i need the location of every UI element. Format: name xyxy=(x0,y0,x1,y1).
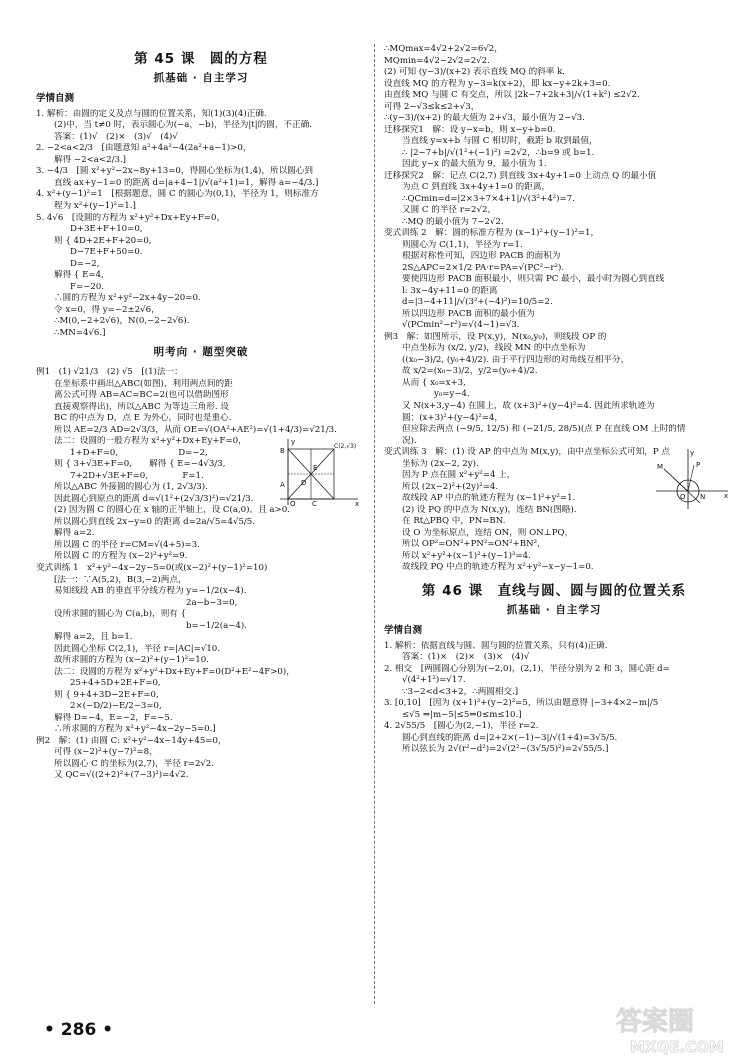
text-line: y₀=y−4. xyxy=(434,389,470,400)
text-line: 解得 a=2. xyxy=(54,528,95,539)
text-line: 2. 相交 [两圆圆心分别为(−2,0)，(2,1)，半径分别为 2 和 3，圆心距 d= xyxy=(384,663,670,674)
text-line: 故 x/2=(x₀−3)/2，y/2=(y₀+4)/2. xyxy=(402,366,538,377)
text-line: 当直线 y=x+b 与圆 C 相切时，截距 b 取到最值， xyxy=(402,136,598,147)
text-line: 所以△ABC 外接圆的圆心为 (1, 2√3/3). xyxy=(54,482,208,493)
text-line: [法一：∵A(5,2)，B(3,−2)两点， xyxy=(54,574,187,585)
watermark-logo xyxy=(612,1002,742,1058)
text-line: 所以 (2x−2)²+(2y)²=4. xyxy=(402,481,499,492)
label-d: D xyxy=(301,479,307,487)
text-line: D−7E+F+50=0. xyxy=(70,247,143,258)
text-line: ∴M(0,−2+2√6)，N(0,−2−2√6). xyxy=(54,316,190,327)
text-line: ≤√5 ⇒|m−5|≤5⇒0≤m≤10.] xyxy=(402,709,522,720)
diagonal xyxy=(664,469,688,491)
label-b: B xyxy=(280,447,285,455)
label-o: O xyxy=(680,493,686,501)
text-line: 中点坐标为 (x/2, y/2)，线段 MN 的中点坐标为 xyxy=(402,343,586,354)
text-line: 故线段 PQ 中点的轨迹方程为 x²+y²−x−y−1=0. xyxy=(402,562,594,573)
text-line: 设直线 MQ 的方程为 y−3=k(x+2)，即 kx−y+2k+3=0. xyxy=(384,78,611,89)
lesson-45-subtitle: 抓基础 · 自主学习 xyxy=(153,72,249,85)
text-line: 又圆 C 的半径 r=2√2， xyxy=(402,205,497,216)
text-line: 又 N(x+3,y−4) 在圆上，故 (x+3)²+(y−4)²=4. 因此所求轨迹为 xyxy=(402,400,655,411)
text-line: 则 { 4D+2E+F+20=0, xyxy=(54,235,152,246)
text-line: 可得 (x−2)²+(y−7)²=8， xyxy=(54,747,158,758)
text-line: 所以圆 C 的半径 r=CM=√(4+5)=3. xyxy=(54,539,200,550)
label-a: A xyxy=(280,481,285,489)
text-line: 2a−b−3=0, xyxy=(186,597,238,608)
text-line: 因为 P 点在圆 x²+y²=4 上， xyxy=(402,470,516,481)
text-line: BC 的中点为 D，点 E 为外心，同时也是重心. xyxy=(54,413,232,424)
text-line: MQmin=4√2−2√2=2√2. xyxy=(384,55,490,66)
label-c: C xyxy=(312,500,317,507)
text-line: 1. 解析：由圆的定义及点与圆的位置关系，知(1)(3)(4)正确. xyxy=(36,108,267,119)
text-line: 例3 解：如图所示，设 P(x,y)，N(x₀,y₀)，则线段 OP 的 xyxy=(384,331,607,342)
text-line: 7+2D+√3E+F=0, F=1. xyxy=(70,470,204,481)
label-y: y xyxy=(291,438,296,446)
label-e: E xyxy=(313,464,318,472)
text-line: 变式训练 2 解：圆的标准方程为 (x−1)²+(y−1)²=1， xyxy=(384,228,600,239)
label-n: N xyxy=(700,493,706,501)
text-line: 直接观察得出)，所以△ABC 为等边三角形. 设 xyxy=(54,401,229,412)
text-line: 因此 y−x 的最大值为 9，最小值为 1. xyxy=(402,159,547,170)
text-line: 因此圆心坐标 C(2,1)，半径 r=|AC|=√10. xyxy=(54,643,220,654)
text-line: 圆心到直线的距离 d=|2+2×(−1)−3|/√(1+4)=3√5/5. xyxy=(402,732,618,743)
text-line: d=|3−4+11|/√(3²+(−4)²)=10/5=2. xyxy=(402,297,553,308)
text-line: 5. 4√6 [设圆的方程为 x²+y²+Dx+Ey+F=0， xyxy=(36,212,226,223)
text-line: 又 QC=√((2+2)²+(7−3)²)=4√2. xyxy=(54,770,189,781)
text-line: 解得 a=2，且 b=1. xyxy=(54,632,133,643)
triangle-figure xyxy=(276,437,362,507)
text-line: 迁移探究2 解：记点 C(2,7) 到直线 3x+4y+1=0 上动点 Q 的最小值 xyxy=(384,170,657,181)
label-x: x xyxy=(724,492,729,500)
text-line: 变式训练 1 x²+y²−4x−2y−5=0(或(x−2)²+(y−1)²=10) xyxy=(36,563,268,573)
text-line: 设所求圆的圆心为 C(a,b)，则有 { xyxy=(54,609,187,620)
text-line: 2. −2<a<2/3 [由题意知 a²+4a²−4(2a²+a−1)>0， xyxy=(36,143,252,154)
text-line: 故所求圆的方程为 (x−2)²+(y−1)²=10. xyxy=(54,655,209,666)
text-line: 况). xyxy=(402,435,417,446)
example-solutions xyxy=(36,367,366,782)
text-line: 法二：设圆的方程为 x²+y²+Dx+Ey+F=0(D²+E²−4F>0)， xyxy=(54,666,295,677)
text-line: 直线 ax+y−1=0 的距离 d=|a+4−1|/√(a²+1)=1，解得 a=−4/3.] xyxy=(54,177,319,188)
self-test-answers xyxy=(36,109,366,339)
text-line: 为点 C 到直线 3x+4y+1=0 的距离， xyxy=(402,182,551,193)
text-line: 要使四边形 PACB 面积最小，则只需 PC 最小，最小时为圆心到直线 xyxy=(402,274,665,285)
page-number-value: 286 xyxy=(60,1020,97,1040)
text-line: 解得 −2<a<2/3.] xyxy=(54,154,127,165)
text-line: 解得 { E=4, xyxy=(54,270,104,281)
text-line: (2)中，当 t≠0 时，表示圆心为(−a，−b)，半径为|t|的圆，不正确. xyxy=(54,120,312,131)
text-line: 离公式可得 AB=AC=BC=2(也可以借助图形 xyxy=(54,390,229,401)
text-line: 所以 AE=2/3 AD=2√3/3，从而 OE=√(OA²+AE²)=√(1+4/3)=√21/3. xyxy=(54,424,337,435)
text-line: 易知线段 AB 的垂直平分线方程为 y=−1/2(x−4). xyxy=(54,586,247,597)
text-line: 4. x²+(y−1)²=1 [根据题意，圆 C 的圆心为(0,1)，半径为 1，则标准方 xyxy=(36,189,319,200)
text-line: 答案：(1)√ (2)× (3)√ (4)√ xyxy=(54,131,178,142)
text-line: F=−20. xyxy=(70,281,105,292)
text-line: 例2 解：(1) 由圆 C: x²+y²−4x−14y+45=0， xyxy=(36,735,227,746)
text-line: 法二：设圆的一般方程为 x²+y²+Dx+Ey+F=0， xyxy=(54,436,247,447)
text-line: 2S△APC=2×1/2 PA·r=PA=√(PC²−r²). xyxy=(402,262,565,273)
text-line: 25+4+5D+2E+F=0, xyxy=(70,678,161,689)
text-line: ((x₀−3)/2, (y₀+4)/2). 由于平行四边形的对角线互相平分， xyxy=(402,354,630,365)
text-line: 由直线 MQ 与圆 C 有交点，所以 |2k−7+2k+3|/√(1+k²) ≤2√2. xyxy=(384,90,640,101)
left-column xyxy=(36,44,366,782)
lesson-45-title: 第 45 课 圆的方程 xyxy=(134,51,268,67)
text-line: 从而 { x₀=x+3, xyxy=(402,377,466,388)
text-line: 1. 解析：依据直线与圆、圆与圆的位置关系，只有(4)正确. xyxy=(384,640,608,651)
section-exam-direction: 明考向 · 题型突破 xyxy=(153,346,249,359)
text-line: 故线段 AP 中点的轨迹方程为 (x−1)²+y²=1. xyxy=(402,493,576,504)
label-m: M xyxy=(657,463,664,471)
text-line: ∴MQ 的最小值为 7−2√2. xyxy=(402,216,504,227)
circle-figure xyxy=(654,447,730,511)
text-line: 但应除去两点 (−9/5, 12/5) 和 (−21/5, 28/5)(点 P 在直线 OM 上时的情 xyxy=(402,424,686,435)
text-line: ∴圆的方程为 x²+y²−2x+4y−20=0. xyxy=(54,293,201,304)
text-line: 所以弦长为 2√(r²−d²)=2√(2²−(3√5/5)²)=2√55/5.] xyxy=(402,744,609,755)
watermark-line-1: 答案圈 xyxy=(616,1007,695,1037)
text-line: ∴QCmin=d=|2×3+7×4+1|/√(3²+4²)=7. xyxy=(402,193,575,204)
text-line: 程为 x²+(y−1)²=1.] xyxy=(54,200,136,211)
text-line: 所以圆 C 的方程为 (x−2)²+y²=9. xyxy=(54,551,188,562)
lesson-46-subtitle: 抓基础 · 自主学习 xyxy=(506,603,602,616)
label-p: P xyxy=(696,461,701,469)
text-line: 则 { 9+4+3D−2E+F=0, xyxy=(54,689,159,700)
text-line: √(4²+1²)=√17. xyxy=(402,675,466,686)
text-line: D+3E+F+10=0, xyxy=(70,224,143,235)
text-line: ∴(y−3)/(x+2) 的最大值为 2+√3，最小值为 2−√3. xyxy=(384,113,585,124)
text-line: 圆：(x+3)²+(y−4)²=4， xyxy=(402,412,503,423)
text-line: 4. 2√55/5 [圆心为(2,−1)，半径 r=2. xyxy=(384,721,539,732)
text-line: 因此圆心到原点的距离 d=√(1²+(2√3/3)²)=√21/3. xyxy=(54,493,254,504)
text-line: 例1 (1) √21/3 (2) √5 [(1)法一： xyxy=(36,367,183,378)
text-line: 答案：(1)× (2)× (3)× (4)√ xyxy=(402,652,530,663)
text-line: 所以四边形 PACB 面积的最小值为 xyxy=(402,308,535,319)
text-line: 所以 x²+y²+(x−1)²+(y−1)²=4. xyxy=(402,550,531,561)
watermark-line-2: MXQE.COM xyxy=(630,1038,724,1056)
lesson-46-title: 第 46 课 直线与圆、圆与圆的位置关系 xyxy=(421,582,687,599)
text-line: 在坐标系中画出△ABC(如图)，利用两点间的距 xyxy=(54,378,233,389)
text-line: 所以圆心 C 的坐标为(2,7)，半径 r=2√2. xyxy=(54,758,215,769)
text-line: 在 Rt△PBQ 中，PN=BN. xyxy=(402,516,506,527)
text-line: 则 { 3+√3E+F=0, 解得 { E=−4√3/3, xyxy=(54,459,226,470)
text-line: 可得 2−√3≤k≤2+√3， xyxy=(384,101,480,112)
label-o: O xyxy=(290,500,296,507)
text-line: 根据对称性可知，四边形 PACB 的面积为 xyxy=(402,251,561,262)
section-self-test-2: 学情自测 xyxy=(384,624,423,636)
label-c-coords: C(2,√3) xyxy=(334,443,357,450)
text-line: ∴MQmax=4√2+2√2=6√2， xyxy=(384,44,503,54)
text-line: ∴MN=4√6.] xyxy=(54,327,106,338)
text-line: l: 3x−4y+11=0 的距离 xyxy=(402,285,498,296)
text-line: 则圆心为 C(1,1)，半径为 r=1. xyxy=(402,239,523,250)
label-y: y xyxy=(690,449,695,457)
text-line: 设 O 为坐标原点，连结 ON，则 ON⊥PQ， xyxy=(402,527,574,538)
page-number: • 286 • xyxy=(44,1020,114,1040)
text-line: ∵3−2<d<3+2，∴两圆相交.] xyxy=(402,686,519,697)
text-line: 所以圆心到直线 2x−y=0 的距离 d=2a/√5=4√5/5. xyxy=(54,516,256,527)
text-line: (2) 可知 (y−3)/(x+2) 表示直线 MQ 的斜率 k. xyxy=(384,67,566,78)
text-line: (2) 因为圆 C 的圆心在 x 轴的正半轴上，设 C(a,0)，且 a>0. xyxy=(54,505,290,516)
text-line: 1+D+F=0, D=−2, xyxy=(70,447,208,458)
text-line: 变式训练 3 解：(1) 设 AP 的中点为 M(x,y)，由中点坐标公式可知，P 点 xyxy=(384,447,670,458)
text-line: ∴ |2−7+b|/√(1²+(−1)²) =2√2，∴b=9 或 b=1. xyxy=(402,147,595,158)
text-line: √(PCmin²−r²)=√(4−1)=√3. xyxy=(402,320,520,331)
text-line: 迁移探究1 解：设 y−x=b，则 x−y+b=0. xyxy=(384,124,556,135)
right-column xyxy=(384,44,724,756)
text-line: 解得 D=−4，E=−2，F=−5. xyxy=(54,712,173,723)
self-test-answers-2 xyxy=(384,641,724,756)
section-self-test: 学情自测 xyxy=(36,93,75,105)
text-line: D=−2, xyxy=(70,258,100,269)
text-line: ∴所求圆的方程为 x²+y²−4x−2y−5=0.] xyxy=(54,724,216,735)
column-divider xyxy=(374,44,375,1004)
text-line: 坐标为 (2x−2, 2y). xyxy=(402,458,479,469)
text-line: 令 x=0，得 y=−2±2√6， xyxy=(54,304,160,315)
text-line: 所以 OP²=ON²+PN²=ON²+BN²， xyxy=(402,539,546,550)
label-x: x xyxy=(355,500,360,507)
text-line: 3. −4/3 [圆 x²+y²−2x−8y+13=0，得圆心坐标为(1,4)，所以圆心到 xyxy=(36,166,313,177)
parallelogram-side xyxy=(688,465,694,491)
text-line: b=−1/2(a−4). xyxy=(186,620,247,631)
text-line: 2×(−D/2)−E/2−3=0, xyxy=(70,701,162,712)
text-line: 3. [0,10] [因为 (x+1)²+(y−2)²=5，所以由题意得 |−3+4×2−m|/5 xyxy=(384,698,659,709)
text-line: (2) 设 PQ 的中点为 N(x,y)，连结 BN(图略). xyxy=(402,504,577,515)
